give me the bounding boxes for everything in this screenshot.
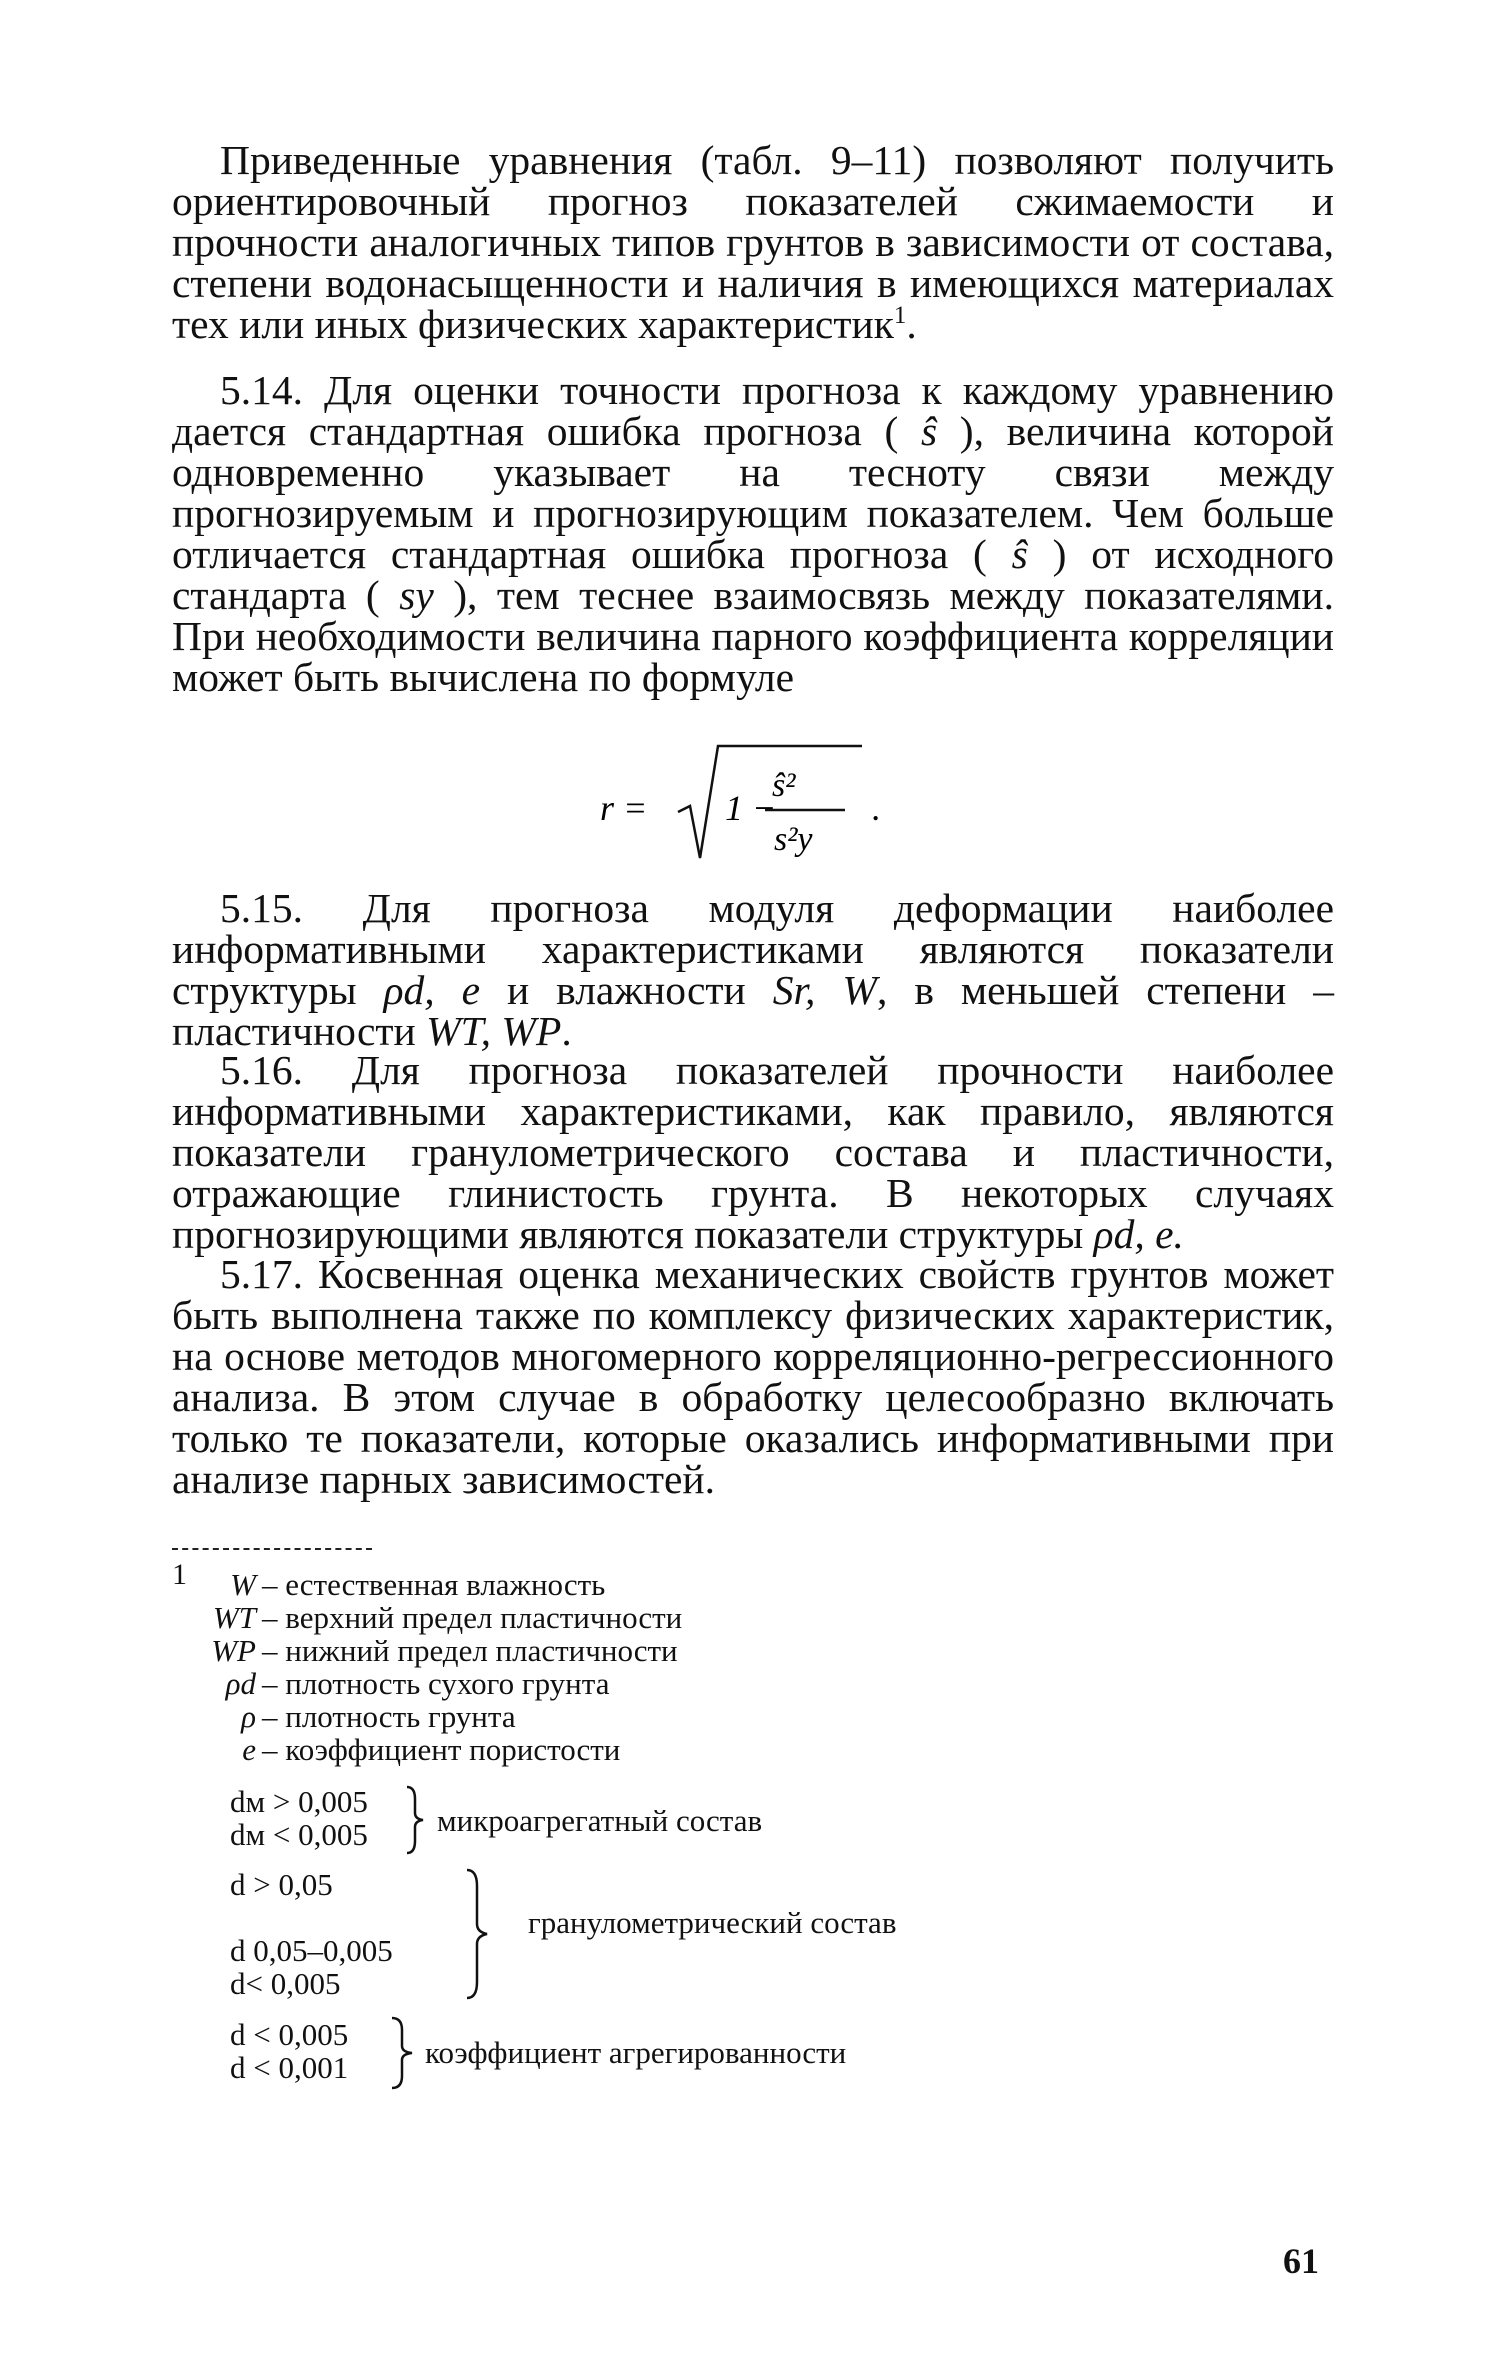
footnote-symbol: ρd — [225, 1666, 256, 1701]
group-line: dм < 0,005 — [230, 1817, 368, 1852]
p517-text: 5.17. Косвенная оценка механических свойств грунтов может быть выполнена также по комплексу физических характеристик, на основе методов многомерного корреляционно-регрессионного анализа. В этом случае в обработку целесообразно включать только те показатели, которые оказались информативными при анализе парных зависимостей. — [172, 1251, 1334, 1502]
group-aggregation — [230, 2018, 348, 2084]
footnote-item — [172, 1601, 1072, 1634]
group-line: d < 0,001 — [230, 2050, 349, 2085]
footnote-symbol: e — [242, 1732, 256, 1767]
group-line: d > 0,05 — [230, 1867, 333, 1902]
footnote-number: 1 — [172, 1558, 187, 1591]
footnote-text: – коэффициент пористости — [262, 1732, 621, 1767]
footnote-item — [172, 1700, 1072, 1733]
footnote-item — [172, 1733, 1072, 1766]
formula-correlation — [600, 740, 1000, 870]
symbol-rho-d-e: ρd, e — [383, 967, 481, 1013]
p514-part4: ), тем теснее взаимосвязь между показателями. При необходимости величина парного коэффициента корреляции может быть вычислена по формуле — [172, 572, 1335, 700]
formula-lhs: r = — [600, 788, 648, 828]
p514-part2: ), величина которой одновременно указывает на тесноту связи между прогнозируемым и прогнозирующим показателем. Чем больше отличается стандартная ошибка прогноза ( — [172, 408, 1334, 577]
formula-one: 1 − — [725, 788, 777, 828]
symbol-wt-wp: WT, WP — [426, 1008, 562, 1054]
footnote-text: – естественная влажность — [262, 1567, 606, 1602]
group-microaggregate-label: микроагрегатный состав — [437, 1803, 763, 1838]
page-number: 61 — [1283, 2241, 1319, 2281]
paragraph-intro: Приведенные уравнения (табл. 9–11) позволяют получить ориентировочный прогноз показателей сжимаемости и прочности аналогичных типов грунтов в зависимости от состава, степени водонасыщенности и наличия в имеющихся материалах тех или иных физических характеристик$^1$. — [172, 137, 1334, 347]
formula-numerator: ŝ² — [772, 767, 796, 804]
p515-part3: , в меньшей степени – пластичности — [172, 967, 1334, 1054]
footnote-item — [172, 1634, 1072, 1667]
footnote-symbol: WT — [212, 1600, 256, 1635]
p514-part3: ) от исходного стандарта ( — [172, 531, 1334, 618]
paragraph-5-14 — [172, 367, 1335, 700]
footnote-item — [172, 1568, 1072, 1601]
paragraph-5-17 — [172, 1251, 1334, 1502]
brace-granulometric — [465, 1868, 489, 2000]
p515-part2: и влажности — [506, 967, 746, 1013]
symbol-s-y: sy — [399, 572, 434, 618]
symbol-s-hat-2: ŝ — [1011, 531, 1028, 577]
footnote-symbol: WP — [211, 1633, 256, 1668]
group-microaggregate — [230, 1785, 368, 1851]
group-granulometric-label: гранулометрический состав — [528, 1905, 897, 1940]
brace-aggregation — [390, 2016, 414, 2090]
p516-text: 5.16. Для прогноза показателей прочности наиболее информативными характеристиками, как правило, являются показатели гранулометрического состава и пластичности, отражающие глинистость грунта. В некоторых случаях прогнозирующими являются показатели структуры — [172, 1047, 1334, 1257]
p515-part1: 5.15. Для прогноза модуля деформации наиболее информативными характеристиками являются показатели структуры — [172, 885, 1334, 1013]
group-line: d 0,05–0,005 — [230, 1933, 393, 1968]
footnote-symbol: W — [230, 1567, 256, 1602]
group-granulometric — [230, 1868, 393, 2000]
footnote-text: – верхний предел пластичности — [262, 1600, 683, 1635]
footnote-text: – плотность грунта — [262, 1699, 516, 1734]
brace-microaggregate — [405, 1785, 425, 1855]
formula-period: . — [872, 788, 881, 828]
group-aggregation-label: коэффициент агрегированности — [425, 2035, 847, 2070]
footnote-text: – плотность сухого грунта — [262, 1666, 610, 1701]
footnote-symbol: ρ — [241, 1699, 256, 1734]
paragraph-intro-text: Приведенные уравнения (табл. 9–11) позволяют получить ориентировочный прогноз показателей сжимаемости и прочности аналогичных типов грунтов в зависимости от состава, степени водонасыщенности и наличия в имеющихся материалах тех или иных физических характеристик — [172, 137, 1334, 347]
paragraph-5-15: 5.15. Для прогноза модуля деформации наиболее информативными характеристиками являются показатели структуры ρd, e и влажности Sr, W, в меньшей степени – пластичности WT, WP. — [172, 885, 1334, 1054]
footnote-mark: 1 — [893, 302, 907, 330]
group-line: d < 0,005 — [230, 2017, 349, 2052]
symbol-s-hat: ŝ — [920, 408, 938, 454]
symbol-rho-d-e-end: ρd, e. — [1093, 1211, 1184, 1257]
symbol-sr-w: Sr, W — [772, 967, 877, 1013]
group-line: d< 0,005 — [230, 1966, 341, 2001]
formula-denominator: s²y — [774, 821, 813, 858]
p514-part1: 5.14. Для оценки точности прогноза к каждому уравнению дается стандартная ошибка прогноза ( — [172, 367, 1334, 454]
formula-graphic — [600, 740, 1000, 870]
footnote-list — [172, 1558, 1072, 1767]
footnote-item — [172, 1667, 1072, 1700]
footnote-separator — [172, 1548, 372, 1550]
group-line: dм > 0,005 — [230, 1784, 368, 1819]
footnote-text: – нижний предел пластичности — [262, 1633, 678, 1668]
paragraph-5-16 — [172, 1047, 1334, 1257]
